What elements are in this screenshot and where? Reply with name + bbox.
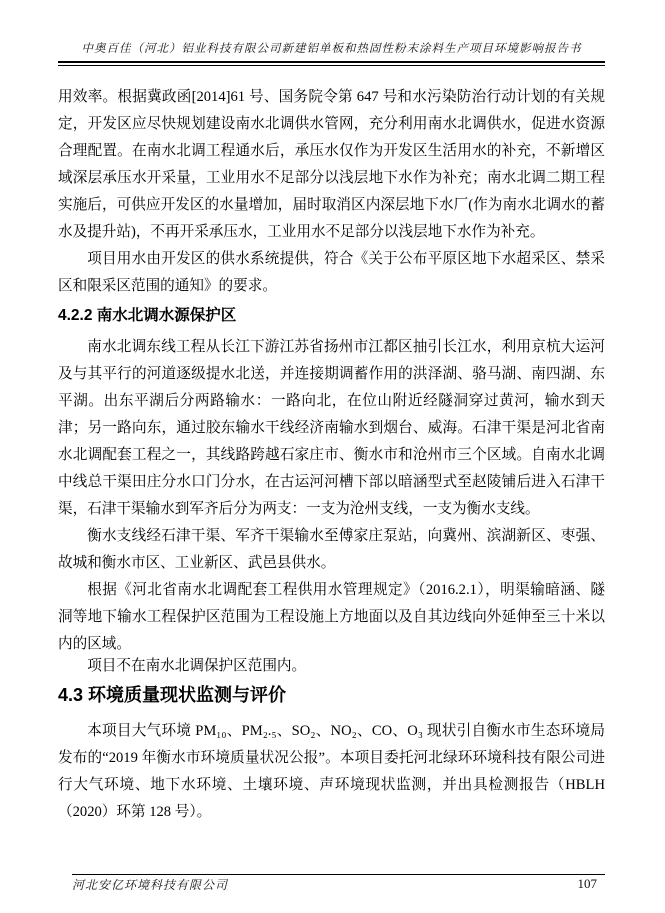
footer-row <box>58 876 605 893</box>
page-number: 107 <box>577 876 597 891</box>
footer-company: 河北安亿环境科技有限公司 <box>72 878 229 892</box>
paragraph-east-route-project: 南水北调东线工程从长江下游江苏省扬州市江都区抽引长江水，利用京杭大运河及与其平行的河道逐级提水北送，并连接期调蓄作用的洪泽湖、骆马湖、南四湖、东平湖。出东平湖后分两路输水：一路向北，在位山附近经隧洞穿过黄河，输水到天津；另一路向东，通过胶东输水干线经济南输水到烟台、威海。石津干渠是河北省南水北调配套工程之一，其线路跨越石家庄市、衡水市和沧州市三个区域。自南水北调中线总干渠田庄分水口门分水，在古运河河槽下部以暗涵型式至赵陵铺后进入石津干渠，石津干渠输水到军齐后分为两支：一支为沧州支线，一支为衡水支线。 <box>58 339 605 517</box>
paragraph-water-efficiency: 用效率。根据冀政函[2014]61 号、国务院令第 647 号和水污染防治行动计划的有关规定，开发区应尽快规划建设南水北调供水管网，充分利用南水北调供水，促进水资源合理配置。在南水北调工程通水后，承压水仅作为开发区生活用水的补充，不新增区域深层承压水开采量，工业用水不足部分以浅层地下水作为补充；南水北调二期工程实施后，可供应开发区的水量增加，届时取消区内深层地下水厂(作为南水北调水的蓄水及提升站)，不再开采承压水，工业用水不足部分以浅层地下水作为补充。 <box>58 89 605 240</box>
header-double-rule <box>58 61 605 66</box>
page-footer <box>58 874 605 893</box>
paragraph-hengshui-branch: 衡水支线经石津干渠、军齐干渠输水至傅家庄泵站，向冀州、滨湖新区、枣强、故城和衡水市区、工业新区、武邑县供水。 <box>58 528 605 571</box>
paragraph-monitoring-and-evaluation: 本项目大气环境 PM₁₀、PM₂.₅、SO₂、NO₂、CO、O₃ 现状引自衡水市生态环境局发布的“2019 年衡水市环境质量状况公报”。本项目委托河北绿环环境科技有限公司进行大气环境、地下水环境、土壤环境、声环境现状监测，并出具检测报告（HBLH（2020）环第 128 号）。 <box>58 723 605 820</box>
section-heading-4-3: 4.3 环境质量现状监测与评价 <box>58 685 287 705</box>
page-header <box>58 40 605 66</box>
footer-rule <box>72 874 605 875</box>
section-heading-4-2-2: 4.2.2 南水北调水源保护区 <box>58 307 237 324</box>
document-body <box>58 84 605 826</box>
paragraph-project-water-supply: 项目用水由开发区的供水系统提供，符合《关于公布平原区地下水超采区、禁采区和限采区范围的通知》的要求。 <box>58 251 605 294</box>
header-title: 中奥百佳（河北）铝业科技有限公司新建铝单板和热固性粉末涂料生产项目环境影响报告书 <box>81 43 582 55</box>
paragraph-not-in-protection-zone: 项目不在南水北调保护区范围内。 <box>87 658 307 674</box>
paragraph-protection-zone-regulation: 根据《河北省南水北调配套工程供用水管理规定》（2016.2.1），明渠输暗涵、隧洞等地下输水工程保护区范围为工程设施上方地面以及自其边线向外延伸至三十米以内的区域。 <box>58 582 605 652</box>
